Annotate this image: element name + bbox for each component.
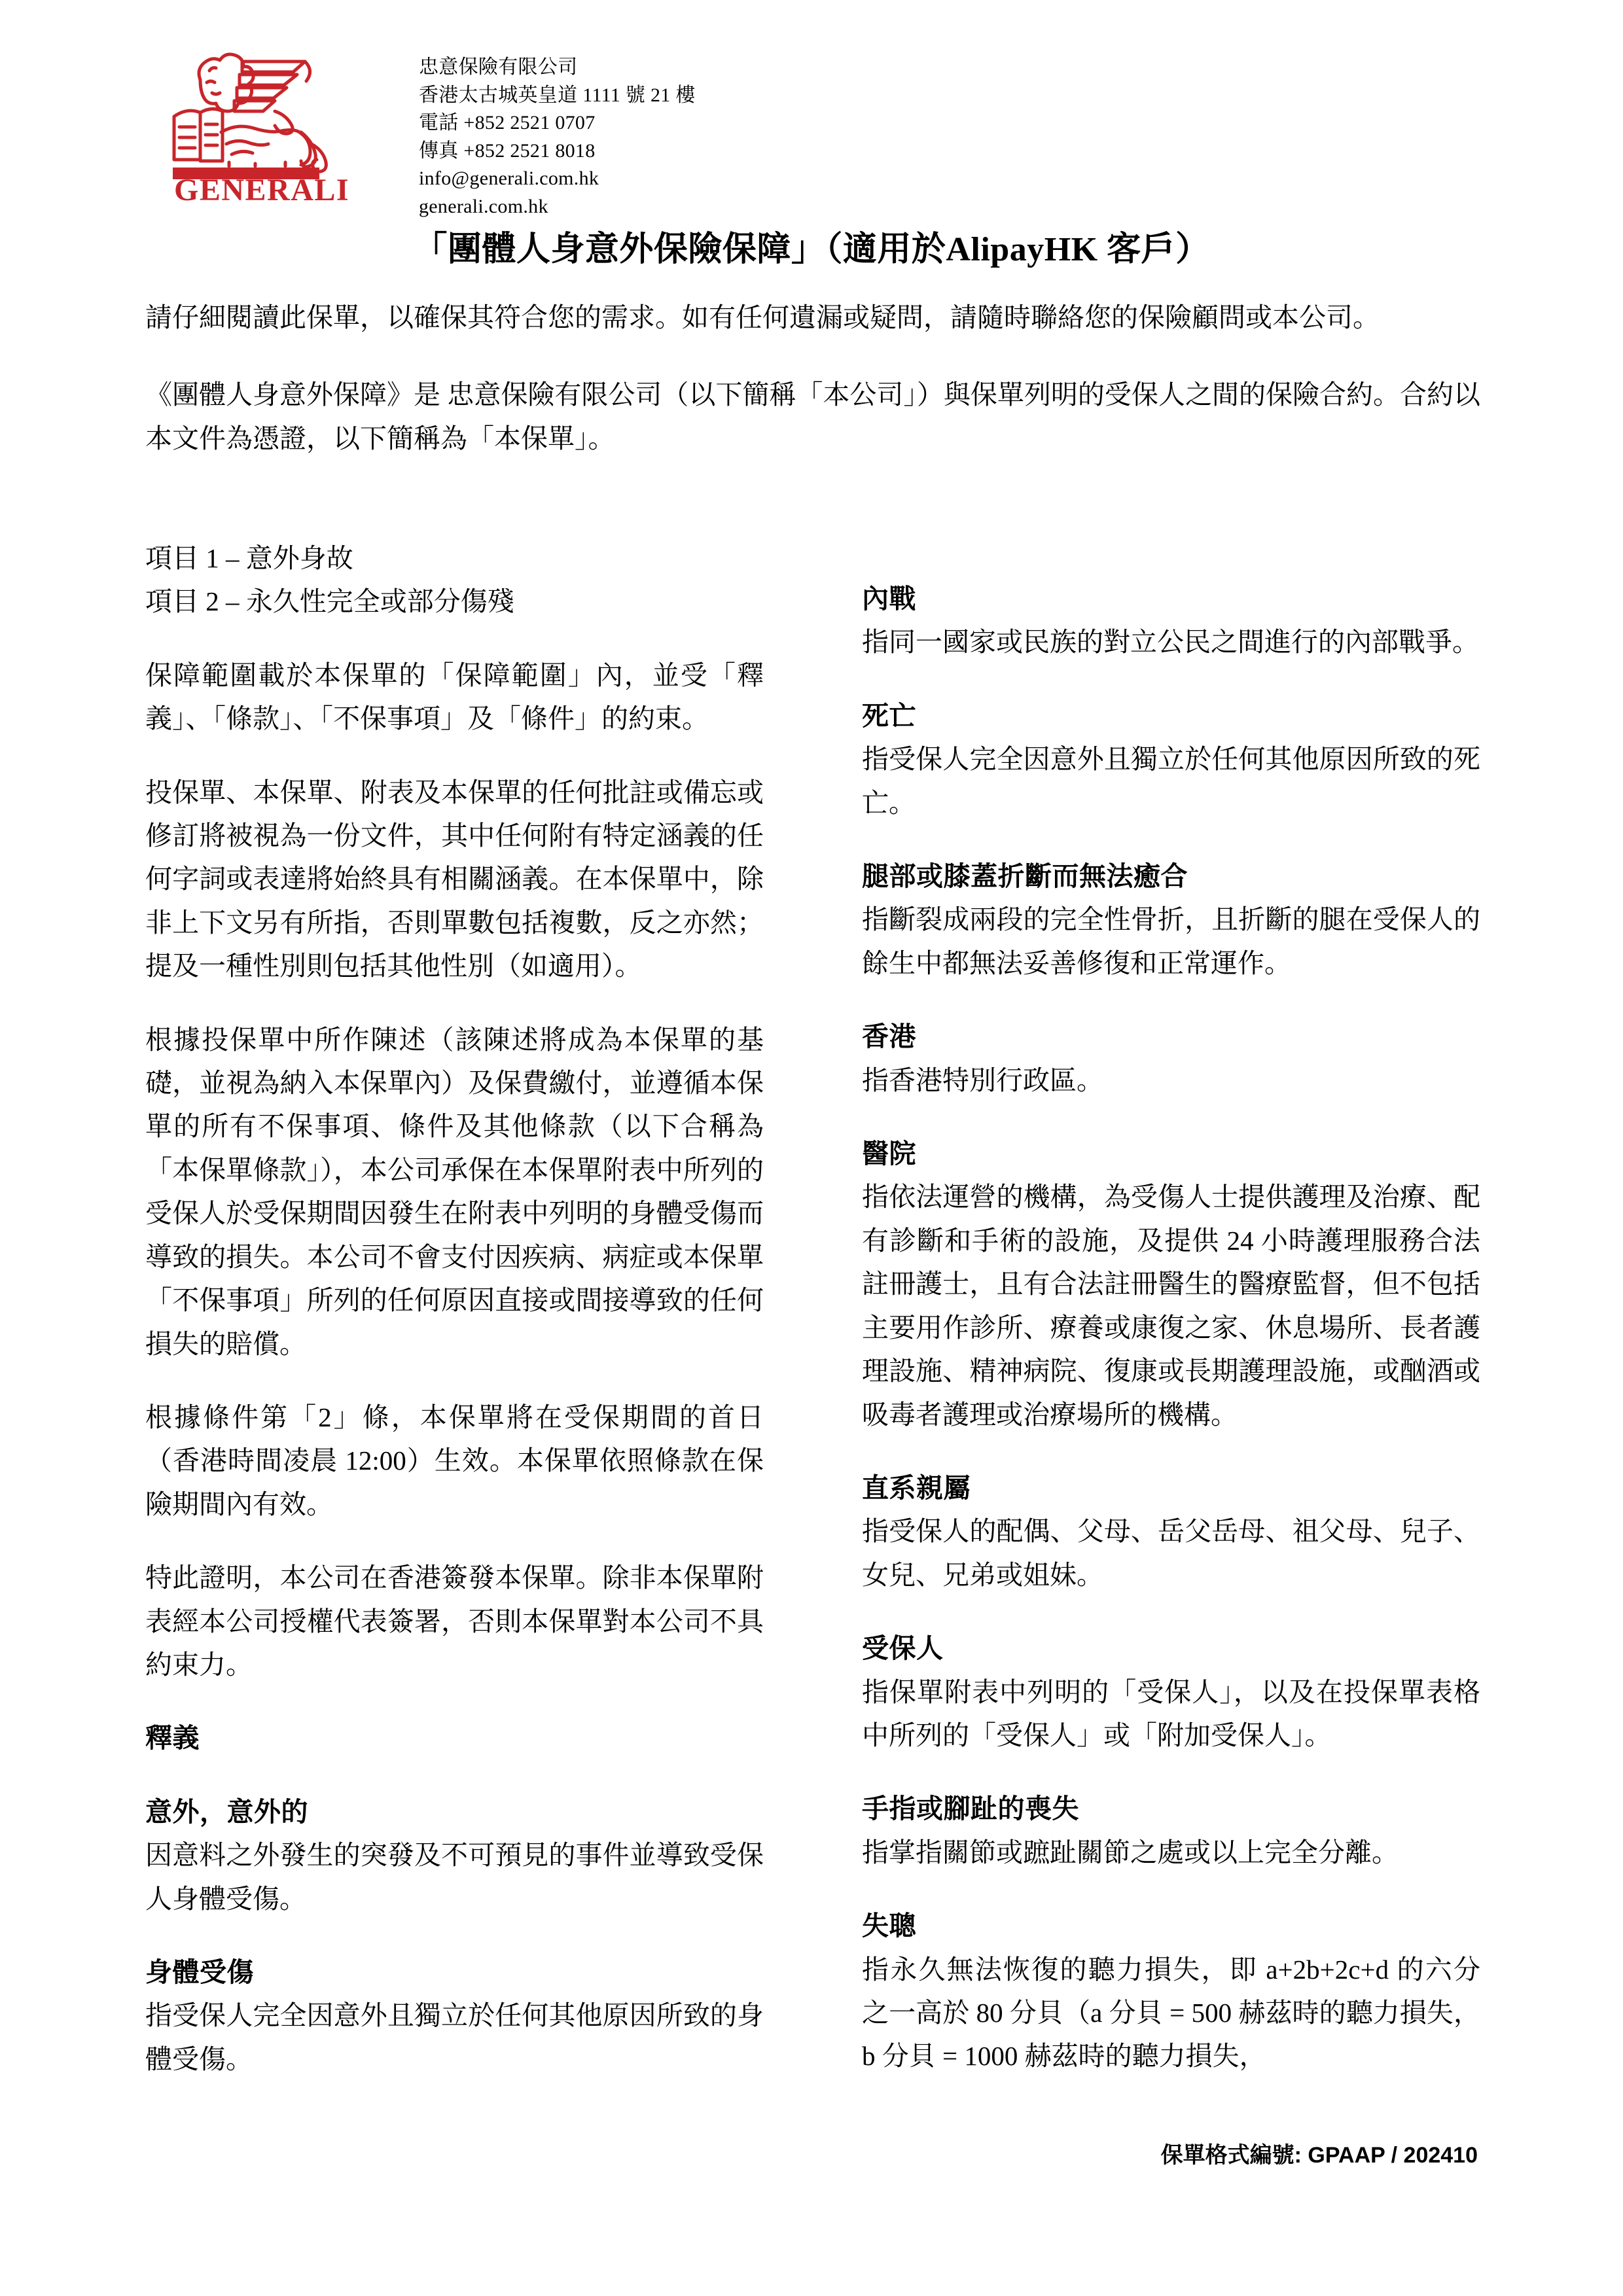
documents-paragraph-block: [145, 771, 764, 988]
benefit-item-1: 項目 1 – 意外身故: [145, 543, 353, 573]
definition-bodily-injury: [145, 1951, 764, 2081]
intro-paragraph-read-carefully: 請仔細閱讀此保單，以確保其符合您的需求。如有任何遺漏或疑問，請隨時聯絡您的保險顧問或本公司。: [145, 302, 1380, 332]
basis-paragraph: 根據投保單中所作陳述（該陳述將成為本保單的基礎，並視為納入本保單內）及保費繳付，並遵循本保單的所有不保事項、條件及其他條款（以下合稱為「本保單條款」），本公司承保在本保單附表中所列的受保人於受保期間因發生在附表中列明的身體受傷而導致的損失。本公司不會支付因疾病、病症或本保單「不保事項」所列的任何原因直接或間接導致的任何損失的賠償。: [145, 1024, 764, 1359]
definition-body: 指掌指關節或蹠趾關節之處或以上完全分離。: [862, 1837, 1399, 1867]
definition-civil-war: [862, 577, 1480, 664]
document-header: [164, 39, 1492, 221]
effective-paragraph-block: [145, 1396, 764, 1526]
definition-body: 指同一國家或民族的對立公民之間進行的內部戰爭。: [862, 627, 1479, 658]
definition-hospital: [862, 1132, 1480, 1436]
definition-term: 內戰: [862, 584, 916, 614]
definitions-heading-block: [145, 1716, 764, 1759]
definition-body: 指依法運營的機構，為受傷人士提供護理及治療、配有診斷和手術的設施，及提供 24 小時護理服務合法註冊護士，且有合法註冊醫生的醫療監督，但不包括主要用作診所、療養或康復之家、休息場所、長者護理設施、精神病院、復康或長期護理設施，或酗酒或吸毒者護理或治療場所的機構。: [862, 1182, 1480, 1430]
company-phone: 電話 +852 2521 0707: [419, 112, 596, 134]
documents-paragraph: 投保單、本保單、附表及本保單的任何批註或備忘或修訂將被視為一份文件，其中任何附有特定涵義的任何字詞或表達將始終具有相關涵義。在本保單中，除非上下文另有所指，否則單數包括複數，反之亦然；提及一種性別則包括其他性別（如適用）。: [145, 777, 764, 981]
definition-term: 死亡: [862, 700, 916, 731]
definition-body: 指受保人完全因意外且獨立於任何其他原因所致的身體受傷。: [145, 2000, 764, 2074]
logo-wordmark: GENERALI: [174, 173, 350, 203]
definition-death: [862, 694, 1480, 824]
company-contact-info: [419, 39, 696, 221]
benefit-items-list: [145, 537, 764, 624]
signed-paragraph-block: [145, 1556, 764, 1686]
definitions-heading: 釋義: [145, 1723, 200, 1754]
definition-term: 醫院: [862, 1139, 916, 1169]
definition-term: 身體受傷: [145, 1956, 254, 1987]
company-website: generali.com.hk: [419, 195, 548, 217]
generali-lion-icon: [164, 46, 360, 203]
definition-term: 腿部或膝蓋折斷而無法癒合: [862, 861, 1188, 892]
definition-term: 失聰: [862, 1911, 916, 1941]
signed-paragraph: 特此證明，本公司在香港簽發本保單。除非本保單附表經本公司授權代表簽署，否則本保單對本公司不具約束力。: [145, 1563, 764, 1680]
definition-accident: [145, 1790, 764, 1920]
definition-leg-fracture: [862, 855, 1480, 985]
company-fax: 傳真 +852 2521 8018: [419, 139, 596, 162]
left-column: [145, 537, 764, 2081]
right-column: [862, 537, 1480, 2078]
definition-term: 直系親屬: [862, 1472, 971, 1503]
definition-body: 指香港特別行政區。: [862, 1065, 1103, 1095]
definition-deafness: [862, 1904, 1480, 2078]
definition-body: 指受保人完全因意外且獨立於任何其他原因所致的死亡。: [862, 744, 1480, 818]
company-name: 忠意保險有限公司: [419, 56, 578, 78]
intro-section: [145, 296, 1480, 494]
company-email: info@generali.com.hk: [419, 168, 599, 190]
intro-paragraph-contract: 《團體人身意外保障》是 忠意保險有限公司（以下簡稱「本公司」）與保單列明的受保人之間的保險合約。合約以本文件為憑證，以下簡稱為「本保單」。: [145, 380, 1480, 453]
definition-immediate-family: [862, 1466, 1480, 1597]
definition-body: 因意料之外發生的突發及不可預見的事件並導致受保人身體受傷。: [145, 1840, 764, 1914]
body-columns: [145, 537, 1480, 2081]
definition-loss-of-finger-toe: [862, 1787, 1480, 1874]
generali-logo: [164, 39, 360, 203]
effective-paragraph: 根據條件第「2」條，本保單將在受保期間的首日（香港時間凌晨 12:00）生效。本保單依照條款在保險期間內有效。: [145, 1402, 764, 1519]
definition-term: 受保人: [862, 1633, 944, 1664]
scope-paragraph: 保障範圍載於本保單的「保障範圍」內，並受「釋義」、「條款」、「不保事項」及「條件」的約束。: [145, 660, 764, 734]
footer-policy-form-number: 保單格式編號: GPAAP / 202410: [1160, 2143, 1478, 2168]
company-address: 香港太古城英皇道 1111 號 21 樓: [419, 84, 696, 106]
definition-hong-kong: [862, 1015, 1480, 1102]
definition-term: 意外，意外的: [145, 1796, 308, 1827]
definition-body: 指保單附表中列明的「受保人」，以及在投保單表格中所列的「受保人」或「附加受保人」。: [862, 1676, 1480, 1750]
benefit-item-2: 項目 2 – 永久性完全或部分傷殘: [145, 586, 514, 617]
definition-insured-person: [862, 1627, 1480, 1757]
definition-body: 指斷裂成兩段的完全性骨折，且折斷的腿在受保人的餘生中都無法妥善修復和正常運作。: [862, 904, 1480, 978]
definition-term: 香港: [862, 1021, 916, 1052]
basis-paragraph-block: [145, 1018, 764, 1366]
page-title: 「團體人身意外保險保障」（適用於AlipayHK 客戶）: [413, 231, 1210, 268]
scope-paragraph-block: [145, 654, 764, 741]
definition-body: 指受保人的配偶、父母、岳父岳母、祖父母、兒子、女兒、兄弟或姐妹。: [862, 1516, 1480, 1590]
definition-term: 手指或腳趾的喪失: [862, 1793, 1079, 1824]
definition-body: 指永久無法恢復的聽力損失，即 a+2b+2c+d 的六分之一高於 80 分貝（a 分貝 = 500 赫茲時的聽力損失，b 分貝 = 1000 赫茲時的聽力損失，: [862, 1954, 1480, 2072]
